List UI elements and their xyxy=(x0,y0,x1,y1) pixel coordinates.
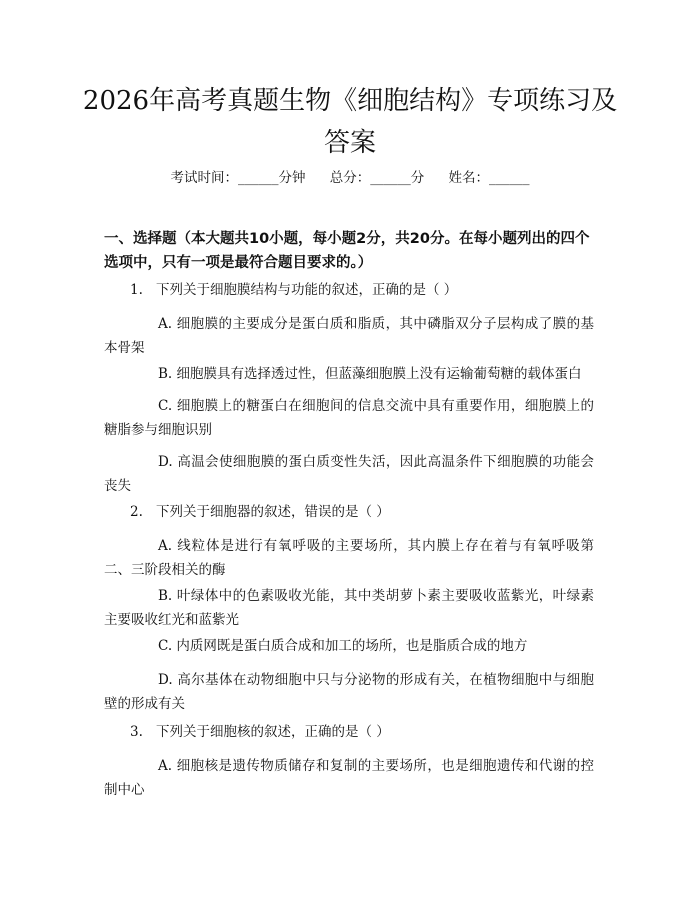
exam-meta xyxy=(0,168,700,188)
option-d[interactable]: D. 高尔基体在动物细胞中只与分泌物的形成有关，在植物细胞中与细胞壁的形成有关 xyxy=(104,672,594,712)
option-a[interactable]: A. 细胞膜的主要成分是蛋白质和脂质，其中磷脂双分子层构成了膜的基本骨架 xyxy=(104,316,594,356)
question-number: 3. xyxy=(130,724,143,740)
option-a[interactable]: A. 细胞核是遗传物质储存和复制的主要场所，也是细胞遗传和代谢的控制中心 xyxy=(104,758,594,798)
question-text: 下列关于细胞膜结构与功能的叙述，正确的是（ ） xyxy=(156,282,458,298)
student-name-field[interactable]: 姓名：______ xyxy=(448,170,530,186)
option-b[interactable]: B. 叶绿体中的色素吸收光能，其中类胡萝卜素主要吸收蓝紫光，叶绿素主要吸收红光和蓝紫光 xyxy=(104,588,594,628)
question-text: 下列关于细胞核的叙述，正确的是（ ） xyxy=(156,724,390,740)
exam-time-field[interactable]: 考试时间：______分钟 xyxy=(170,170,306,186)
option-a[interactable]: A. 线粒体是进行有氧呼吸的主要场所，其内膜上存在着与有氧呼吸第二、三阶段相关的酶 xyxy=(104,538,594,578)
option-c[interactable]: C. 内质网既是蛋白质合成和加工的场所，也是脂质合成的地方 xyxy=(158,638,528,654)
document-title: 2026年高考真题生物《细胞结构》专项练习及答案 xyxy=(82,86,618,158)
option-d[interactable]: D. 高温会使细胞膜的蛋白质变性失活，因此高温条件下细胞膜的功能会丧失 xyxy=(104,454,594,494)
question-stem xyxy=(104,500,598,524)
question-stem xyxy=(104,278,598,302)
option-c[interactable]: C. 细胞膜上的糖蛋白在细胞间的信息交流中具有重要作用，细胞膜上的糖脂参与细胞识别 xyxy=(104,398,594,438)
section-heading: 一、选择题（本大题共10小题，每小题2分，共20分。在每小题列出的四个选项中，只有一项是最符合题目要求的。） xyxy=(104,231,590,271)
total-score-field[interactable]: 总分：______分 xyxy=(329,170,425,186)
question-text: 下列关于细胞器的叙述，错误的是（ ） xyxy=(156,504,390,520)
question-stem xyxy=(104,720,598,744)
option-b[interactable]: B. 细胞膜具有选择透过性，但蓝藻细胞膜上没有运输葡萄糖的载体蛋白 xyxy=(158,366,582,382)
question-number: 2. xyxy=(130,504,143,520)
question-number: 1. xyxy=(130,282,143,298)
